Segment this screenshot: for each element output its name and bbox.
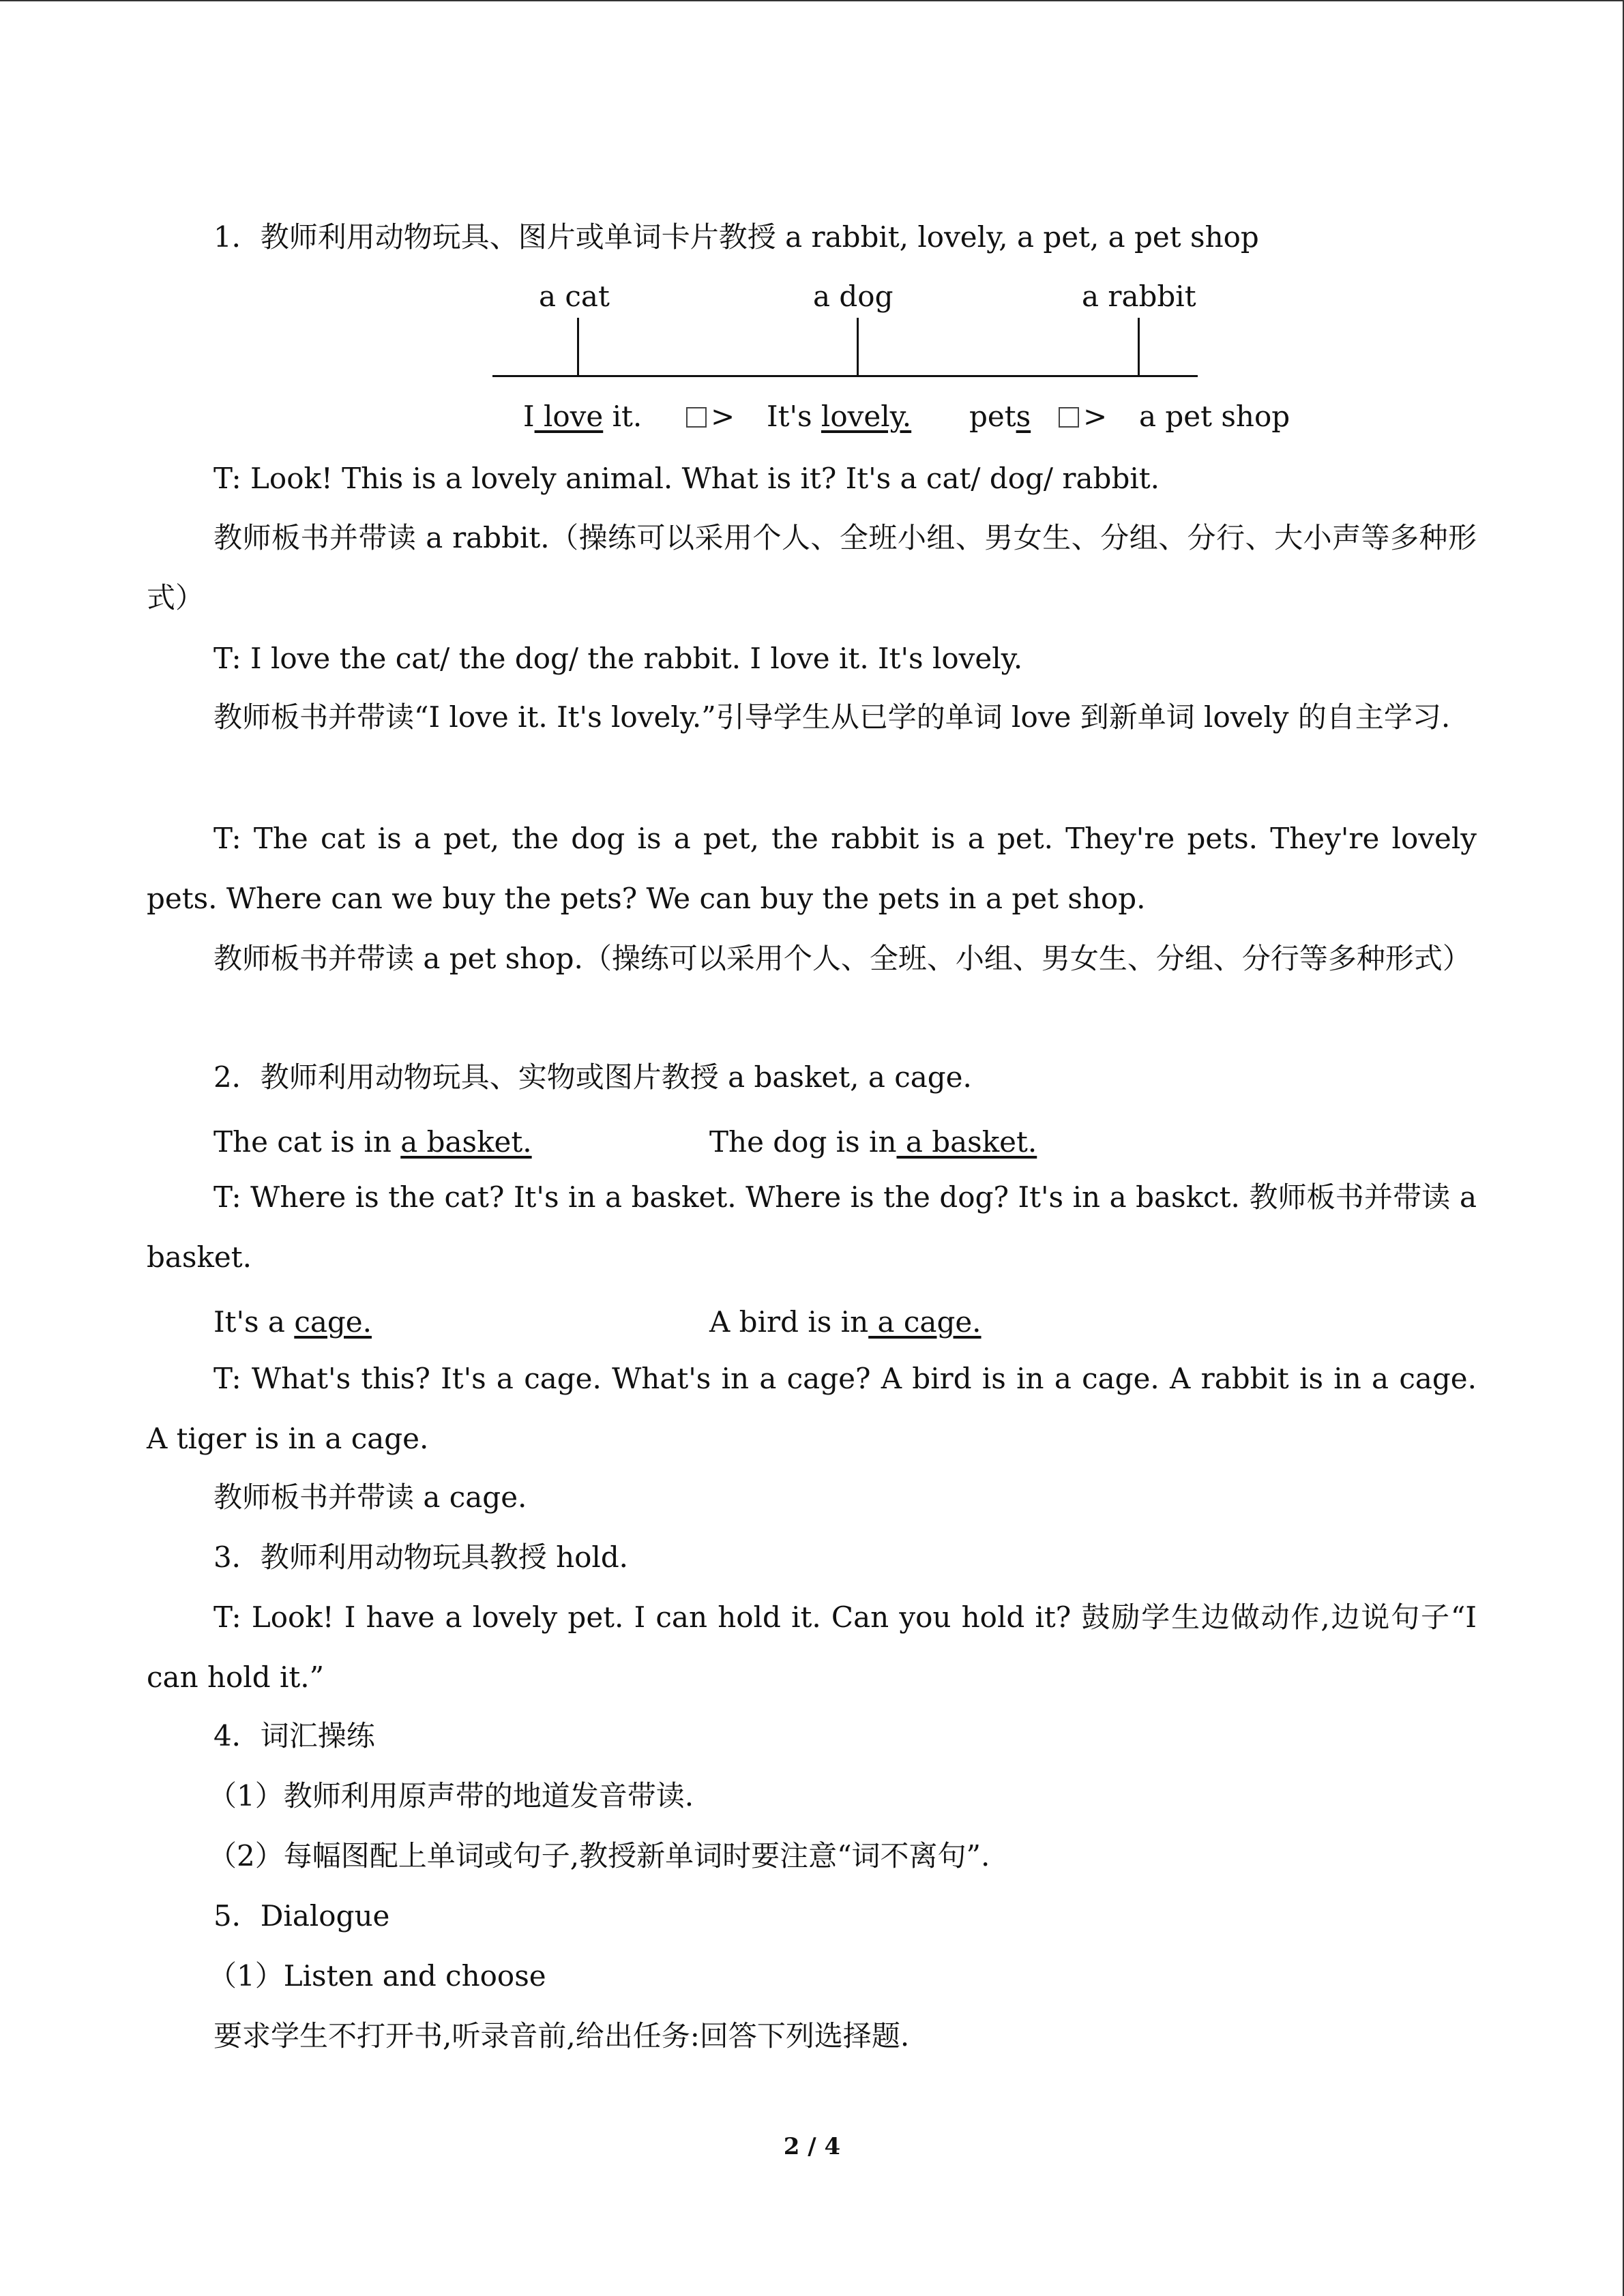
item-4: 4．词汇操练 — [213, 1719, 375, 1753]
paragraph-7: T: Where is the cat? It's in a basket. Where is the dog? It's in a baskct. 教师板书并带读 a basket. — [147, 1180, 1477, 1274]
item-3: 3．教师利用动物玩具教授 hold． — [213, 1540, 648, 1574]
basket-right: The dog is in a basket. — [709, 1125, 1037, 1159]
tick-rabbit — [1138, 318, 1140, 376]
basket-left: The cat is in a basket. — [213, 1125, 532, 1159]
sub-item-1: （1）教师利用原声带的地道发音带读. — [208, 1779, 694, 1813]
pets-word: pets — [969, 400, 1031, 433]
cage-left: It's a cage. — [213, 1305, 372, 1339]
sub-item-3: （1）Listen and choose — [208, 1959, 546, 1993]
paragraph-6: 教师板书并带读 a pet shop.（操练可以采用个人、全班、小组、男女生、分组、分行等多种形式） — [213, 942, 1471, 975]
box-glyph — [1059, 407, 1079, 428]
paragraph-5: T: The cat is a pet, the dog is a pet, the rabbit is a pet. They're pets. They're lovely pets. Where can we buy the pets? We can buy the pets in a pet shop. — [147, 822, 1477, 915]
paragraph-9: 教师板书并带读 a cage. — [213, 1480, 527, 1514]
page-number: 2 / 4 — [783, 2133, 841, 2160]
label-rabbit: a rabbit — [1082, 280, 1196, 313]
item-1: 1．教师利用动物玩具、图片或单词卡片教授 a rabbit, lovely, a pet, a pet shop — [213, 220, 1259, 254]
love-phrase: I love it. — [523, 400, 643, 433]
tick-cat — [577, 318, 579, 376]
label-dog: a dog — [813, 280, 894, 313]
paragraph-2: 教师板书并带读 a rabbit.（操练可以采用个人、全班小组、男女生、分组、分行、大小声等多种形式） — [147, 521, 1477, 614]
arrow-1: > — [686, 400, 735, 433]
paragraph-4: 教师板书并带读“I love it. It's lovely.”引导学生从已学的单词 love 到新单词 lovely 的自主学习. — [213, 700, 1451, 734]
item-5: 5．Dialogue — [213, 1899, 390, 1933]
label-cat: a cat — [539, 280, 610, 313]
tick-dog — [857, 318, 859, 376]
paragraph-11: 要求学生不打开书,听录音前,给出任务:回答下列选择题. — [213, 2019, 910, 2053]
box-glyph — [686, 407, 707, 428]
cage-right: A bird is in a cage. — [709, 1305, 981, 1339]
paragraph-8: T: What's this? It's a cage. What's in a cage? A bird is in a cage. A rabbit is in a cage. A tiger is in a cage. — [147, 1362, 1477, 1455]
arrow-2: > — [1059, 400, 1107, 433]
item-2: 2．教师利用动物玩具、实物或图片教授 a basket, a cage. — [213, 1060, 972, 1094]
sub-item-2: （2）每幅图配上单词或句子,教授新单词时要注意“词不离句”. — [208, 1839, 990, 1873]
pet-shop-word: a pet shop — [1139, 400, 1290, 433]
paragraph-10: T: Look! I have a lovely pet. I can hold it. Can you hold it? 鼓励学生边做动作,边说句子“I can hold it.” — [147, 1600, 1477, 1694]
paragraph-1: T: Look! This is a lovely animal. What is it? It's a cat/ dog/ rabbit. — [213, 462, 1160, 495]
lovely-phrase: It's lovely. — [767, 400, 912, 433]
paragraph-3: T: I love the cat/ the dog/ the rabbit. I love it. It's lovely. — [213, 642, 1023, 675]
timeline-line — [492, 375, 1198, 377]
